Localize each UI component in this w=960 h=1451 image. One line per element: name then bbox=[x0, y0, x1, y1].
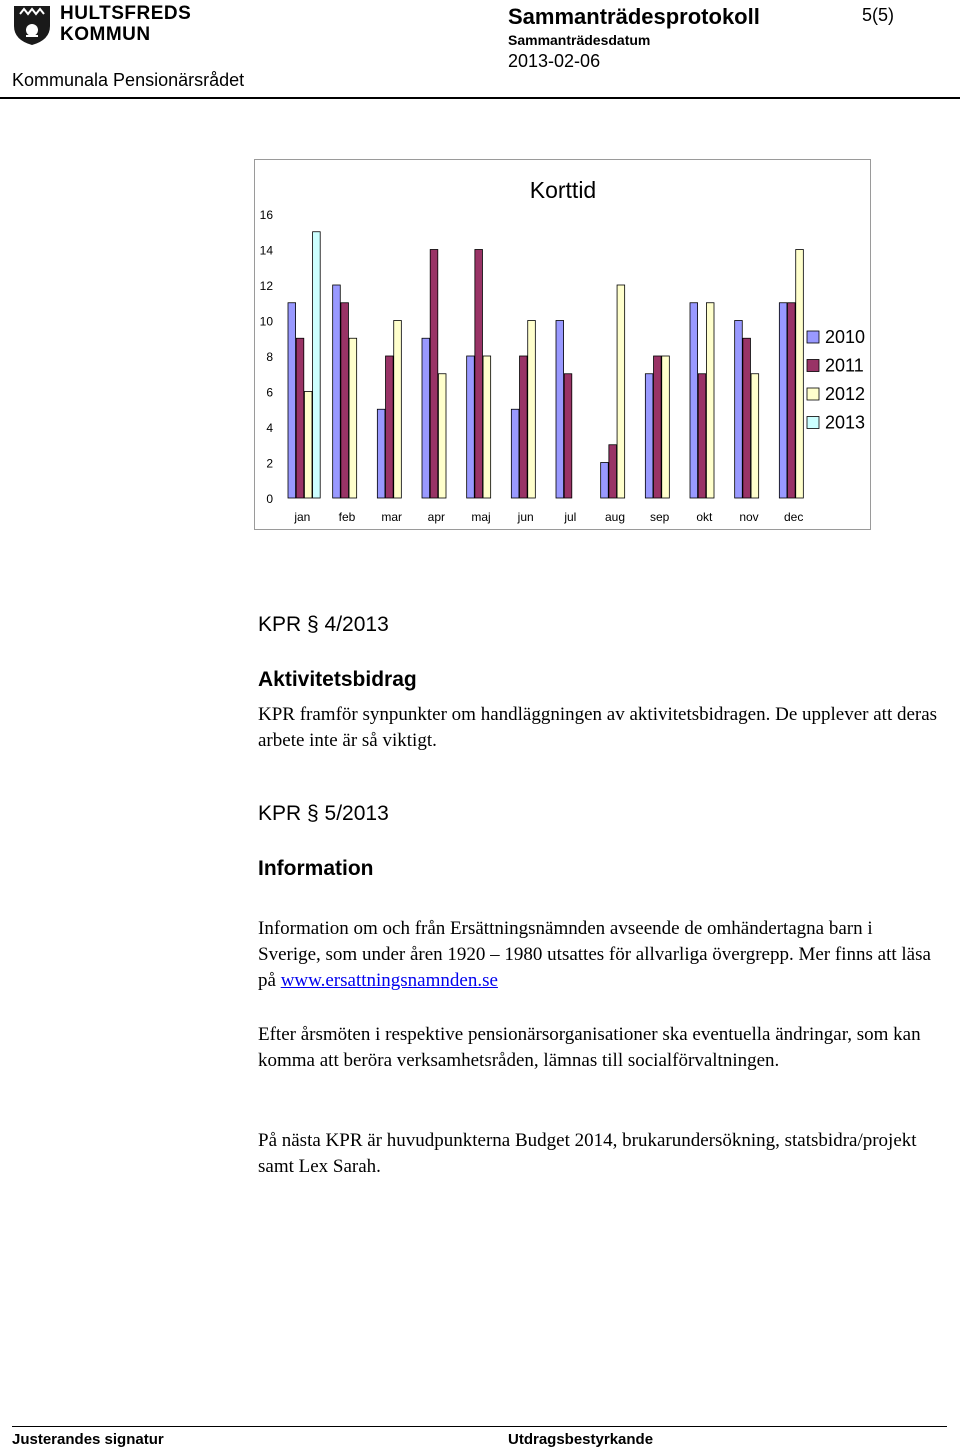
bar-2010-jun bbox=[511, 409, 519, 498]
y-tick-label: 12 bbox=[259, 279, 273, 293]
section-4-paragraph: KPR framför synpunkter om handläggningen av aktivitetsbidragen. De upplever att deras arbete inte är så viktigt. bbox=[258, 704, 938, 751]
bar-2012-okt bbox=[706, 303, 714, 498]
bar-2010-feb bbox=[333, 285, 341, 498]
bar-2010-dec bbox=[779, 303, 787, 498]
logo-line2: KOMMUN bbox=[60, 24, 151, 45]
bar-2010-jul bbox=[556, 321, 564, 499]
legend-label: 2012 bbox=[825, 384, 866, 404]
section-5-heading: Information bbox=[258, 857, 374, 880]
section-4-number: KPR § 4/2013 bbox=[258, 613, 389, 636]
meeting-date-label: Sammanträdesdatum bbox=[508, 32, 651, 48]
y-tick-label: 16 bbox=[259, 208, 273, 222]
bar-2012-jun bbox=[528, 321, 536, 499]
bar-2012-nov bbox=[751, 374, 759, 498]
section-5-paragraph-3: På nästa KPR är huvudpunkterna Budget 2014, brukarundersökning, statsbidra/projekt samt Lex Sarah. bbox=[258, 1130, 917, 1177]
x-tick-label: jul bbox=[564, 510, 577, 524]
meeting-date: 2013-02-06 bbox=[508, 51, 601, 71]
legend-label: 2013 bbox=[825, 412, 866, 433]
bar-2012-mar bbox=[394, 321, 402, 499]
chart-title: Korttid bbox=[529, 177, 597, 203]
bar-2011-jan bbox=[296, 338, 304, 498]
x-tick-label: feb bbox=[338, 510, 356, 524]
section-5-paragraph-2: Efter årsmöten i respektive pensionärsorganisationer ska eventuella ändringar, som kan komma att beröra verksamhetsråden, lämnas till socialförvaltningen. bbox=[258, 1024, 921, 1071]
y-tick-label: 14 bbox=[259, 243, 273, 258]
ersattningsnamnden-link[interactable]: www.ersattningsnamnden.se bbox=[280, 970, 498, 991]
bar-2011-sep bbox=[654, 356, 662, 498]
bar-2013-jan bbox=[313, 232, 321, 498]
bar-2010-aug bbox=[601, 463, 609, 499]
bar-2012-aug bbox=[617, 285, 625, 498]
page-number: 5(5) bbox=[862, 5, 895, 25]
bar-2010-nov bbox=[735, 321, 743, 499]
bar-2012-jan bbox=[304, 392, 312, 499]
footer-divider bbox=[12, 1426, 947, 1427]
bar-2011-apr bbox=[430, 250, 438, 499]
x-tick-label: okt bbox=[696, 510, 713, 524]
legend-swatch-2011 bbox=[807, 360, 819, 372]
committee-name: Kommunala Pensionärsrådet bbox=[12, 70, 245, 90]
x-tick-label: mar bbox=[381, 510, 403, 524]
x-tick-label: maj bbox=[471, 510, 491, 524]
bar-2012-dec bbox=[796, 250, 804, 499]
bar-2012-maj bbox=[483, 356, 491, 498]
x-tick-label: dec bbox=[783, 510, 804, 524]
bar-2011-maj bbox=[475, 250, 483, 499]
bar-2011-jul bbox=[564, 374, 572, 498]
bar-2011-dec bbox=[788, 303, 796, 498]
bar-2011-nov bbox=[743, 338, 751, 498]
signature-label: Justerandes signatur bbox=[12, 1431, 164, 1448]
legend-label: 2010 bbox=[825, 327, 866, 347]
y-tick-label: 4 bbox=[266, 421, 273, 435]
y-tick-label: 6 bbox=[266, 385, 273, 400]
korttid-chart bbox=[0, 0, 960, 560]
bar-2010-mar bbox=[377, 409, 385, 498]
bar-2011-feb bbox=[341, 303, 349, 498]
document-title: Sammanträdesprotokoll bbox=[508, 4, 760, 29]
bar-2012-apr bbox=[438, 374, 446, 498]
bar-2010-okt bbox=[690, 303, 698, 498]
bar-2010-jan bbox=[288, 303, 296, 498]
y-tick-label: 2 bbox=[266, 456, 273, 471]
y-tick-label: 10 bbox=[259, 314, 273, 329]
bar-2010-apr bbox=[422, 338, 430, 498]
bar-2011-mar bbox=[386, 356, 394, 498]
x-tick-label: apr bbox=[427, 510, 446, 524]
bar-2010-sep bbox=[645, 374, 653, 498]
bar-2011-okt bbox=[698, 374, 706, 498]
legend-swatch-2013 bbox=[807, 417, 819, 429]
section-5-paragraph-1 bbox=[258, 916, 938, 994]
section-5-number: KPR § 5/2013 bbox=[258, 802, 389, 825]
legend-swatch-2010 bbox=[807, 331, 819, 343]
section-5-paragraph-1-text: Information om och från Ersättningsnämnden avseende de omhändertagna barn i Sverige, som under åren 1920 – 1980 utsattes för allvarliga övergrepp. Mer finns att läsa på bbox=[258, 918, 931, 991]
x-tick-label: jun bbox=[517, 510, 534, 524]
y-tick-label: 8 bbox=[266, 350, 273, 364]
y-tick-label: 0 bbox=[266, 492, 273, 506]
x-tick-label: jan bbox=[294, 510, 311, 524]
section-4-heading: Aktivitetsbidrag bbox=[258, 668, 417, 691]
x-tick-label: nov bbox=[739, 510, 759, 524]
legend-label: 2011 bbox=[825, 355, 864, 376]
bar-2012-sep bbox=[662, 356, 670, 498]
certification-label: Utdragsbestyrkande bbox=[508, 1431, 654, 1448]
x-tick-label: sep bbox=[649, 510, 670, 524]
bar-2011-jun bbox=[520, 356, 528, 498]
legend-swatch-2012 bbox=[807, 388, 819, 400]
bar-2012-feb bbox=[349, 338, 357, 498]
logo-line1: HULTSFREDS bbox=[60, 3, 192, 24]
bar-2010-maj bbox=[467, 356, 475, 498]
x-tick-label: aug bbox=[604, 510, 626, 524]
bar-2011-aug bbox=[609, 445, 617, 498]
